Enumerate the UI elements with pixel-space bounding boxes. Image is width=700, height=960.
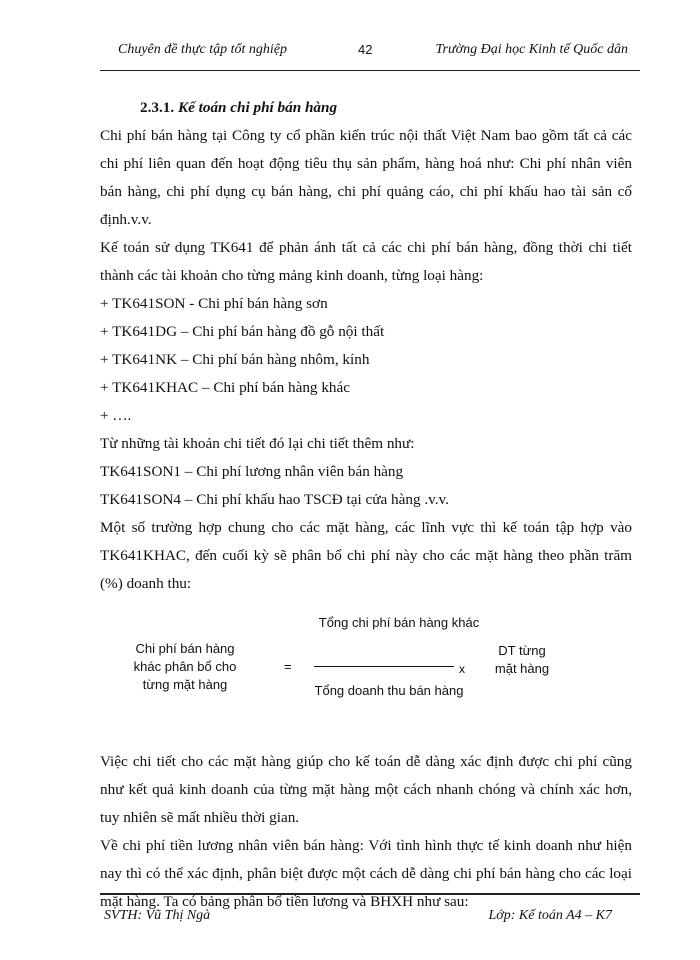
formula-times: x xyxy=(459,662,465,676)
list-item: + TK641NK – Chi phí bán hàng nhôm, kính xyxy=(100,351,370,368)
page-header xyxy=(100,42,640,66)
footer-student: SVTH: Vũ Thị Ngà xyxy=(104,908,211,923)
page-body xyxy=(100,94,632,916)
paragraph: Kế toán sử dụng TK641 để phản ánh tất cả các chi phí bán hàng, đồng thời chi tiết thành các tài khoản cho từng mảng kinh doanh, từng loại hàng: xyxy=(100,239,632,284)
paragraph: Một số trường hợp chung cho các mặt hàng, các lĩnh vực thì kế toán tập hợp vào TK641KHAC, đến cuối kỳ sẽ phân bổ chi phí này cho các mặt hàng theo phần trăm (%) doanh thu: xyxy=(100,519,632,592)
formula-denominator: Tổng doanh thu bán hàng xyxy=(314,683,464,698)
list-item: TK641SON1 – Chi phí lương nhân viên bán hàng xyxy=(100,463,404,480)
list-item: + …. xyxy=(100,407,132,424)
footer-class: Lớp: Kế toán A4 – K7 xyxy=(488,908,612,923)
header-document-title: Chuyên đề thực tập tốt nghiệp xyxy=(118,42,287,57)
header-university: Trường Đại học Kinh tế Quốc dân xyxy=(435,42,628,57)
section-title: Kế toán chi phí bán hàng xyxy=(177,99,338,116)
formula-lhs: Chi phí bán hàng khác phân bổ cho từng mặt hàng xyxy=(133,641,237,692)
paragraph: Từ những tài khoản chi tiết đó lại chi tiết thêm như: xyxy=(100,435,415,452)
paragraph: Về chi phí tiền lương nhân viên bán hàng: Với tình hình thực tế kinh doanh như hiện nay thì có thể xác định, phân biệt được một cách dễ dàng chi phí bán hàng cho các loại mặt hàng. Ta có bảng phân bổ tiền lương và BHXH như sau: xyxy=(100,837,632,910)
list-item: + TK641KHAC – Chi phí bán hàng khác xyxy=(100,379,350,396)
list-item: TK641SON4 – Chi phí khấu hao TSCĐ tại cửa hàng .v.v. xyxy=(100,491,449,508)
list-item: + TK641DG – Chi phí bán hàng đồ gỗ nội thất xyxy=(100,323,385,340)
paragraph: Việc chi tiết cho các mặt hàng giúp cho kế toán dễ dàng xác định được chi phí cũng như kết quả kinh doanh của từng mặt hàng một cách nhanh chóng và chính xác hơn, tuy nhiên sẽ mất nhiều thời gian. xyxy=(100,753,632,826)
section-heading xyxy=(100,94,632,122)
paragraph: Chi phí bán hàng tại Công ty cổ phần kiến trúc nội thất Việt Nam bao gồm tất cả các chi phí liên quan đến hoạt động tiêu thụ sản phẩm, hàng hoá như: Chi phí nhân viên bán hàng, chi phí dụng cụ bán hàng, chi phí quảng cáo, chi phí khấu hao tài sản cố định.v.v. xyxy=(100,127,632,228)
allocation-formula xyxy=(100,608,632,740)
formula-numerator: Tổng chi phí bán hàng khác xyxy=(318,615,480,630)
list-item: + TK641SON - Chi phí bán hàng sơn xyxy=(100,295,328,312)
formula-equals: = xyxy=(284,659,292,674)
formula-rhs: DT từng mặt hàng xyxy=(494,643,550,676)
fraction-bar xyxy=(314,666,454,667)
page-footer xyxy=(100,908,640,932)
header-divider xyxy=(100,70,640,71)
footer-divider xyxy=(100,893,640,895)
section-number: 2.3.1. xyxy=(140,99,175,116)
page-number: 42 xyxy=(358,42,373,57)
